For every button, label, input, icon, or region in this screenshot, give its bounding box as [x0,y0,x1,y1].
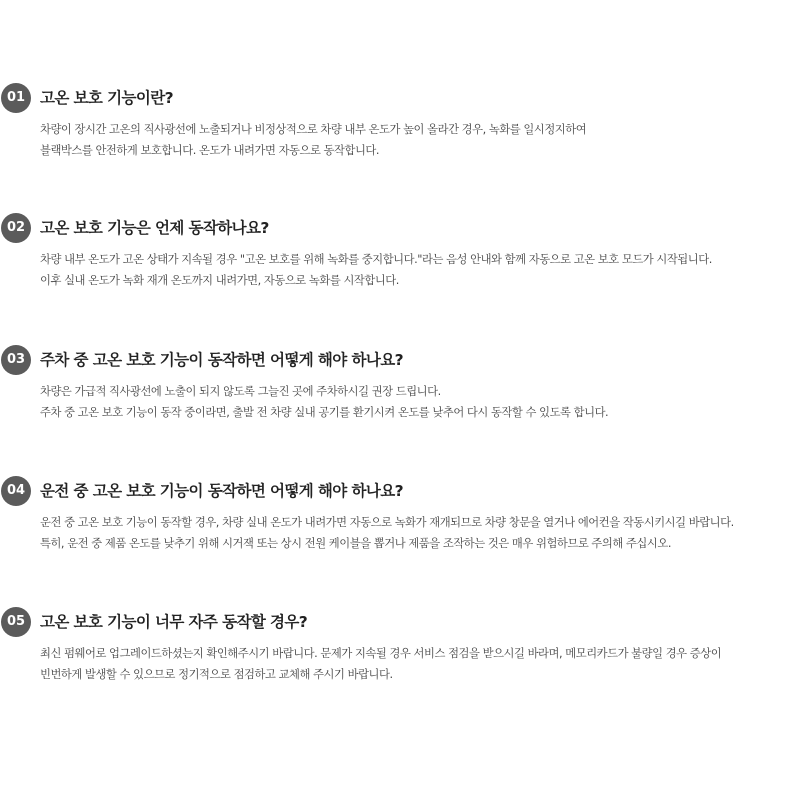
faq-answer-line: 차량이 장시간 고온의 직사광선에 노출되거나 비정상적으로 차량 내부 온도가 높이 올라간 경우, 녹화를 일시정지하여 [40,123,587,136]
faq-question: 운전 중 고온 보호 기능이 동작하면 어떻게 해야 하나요? [40,482,403,500]
faq-answer-line: 운전 중 고온 보호 기능이 동작할 경우, 차량 실내 온도가 내려가면 자동으로 녹화가 재개되므로 차량 창문을 열거나 에어컨을 작동시키시길 바랍니다. [40,516,734,529]
faq-answer-line: 주차 중 고온 보호 기능이 동작 중이라면, 출발 전 차량 실내 공기를 환기시켜 온도를 낮추어 다시 동작할 수 있도록 합니다. [40,405,609,419]
faq-number-badge: 03 [1,345,31,375]
faq-number-badge: 02 [1,213,31,243]
faq-number-badge: 05 [1,607,31,637]
faq-question: 고온 보호 기능이 너무 자주 동작할 경우? [40,613,308,631]
faq-answer-line: 블랙박스를 안전하게 보호합니다. 온도가 내려가면 자동으로 동작합니다. [40,143,380,157]
faq-answer-line: 빈번하게 발생할 수 있으므로 정기적으로 점검하고 교체해 주시기 바랍니다. [40,667,393,681]
faq-answer-line: 차량은 가급적 직사광선에 노출이 되지 않도록 그늘진 곳에 주차하시길 권장 드립니다. [40,385,441,398]
faq-answer-line: 특히, 운전 중 제품 온도를 낮추기 위해 시거잭 또는 상시 전원 케이블을 뽑거나 제품을 조작하는 것은 매우 위험하므로 주의해 주십시오. [40,536,671,550]
faq-answer-line: 차량 내부 온도가 고온 상태가 지속될 경우 "고온 보호를 위해 녹화를 중지합니다."라는 음성 안내와 함께 자동으로 고온 보호 모드가 시작됩니다. [40,253,712,266]
faq-answer-line: 최신 펌웨어로 업그레이드하셨는지 확인해주시기 바랍니다. 문제가 지속될 경우 서비스 점검을 받으시길 바라며, 메모리카드가 불량일 경우 증상이 [40,647,722,660]
faq-number-badge: 04 [1,476,31,506]
faq-answer-line: 이후 실내 온도가 녹화 재개 온도까지 내려가면, 자동으로 녹화를 시작합니다. [40,273,399,287]
faq-question: 주차 중 고온 보호 기능이 동작하면 어떻게 해야 하나요? [40,351,403,369]
faq-question: 고온 보호 기능은 언제 동작하나요? [40,219,269,237]
faq-answer [40,250,808,291]
faq-question: 고온 보호 기능이란? [40,89,173,107]
faq-number-badge: 01 [1,83,31,113]
faq-answer [40,513,808,554]
faq-answer [40,382,808,423]
faq-answer [40,644,808,685]
faq-answer [40,120,808,161]
